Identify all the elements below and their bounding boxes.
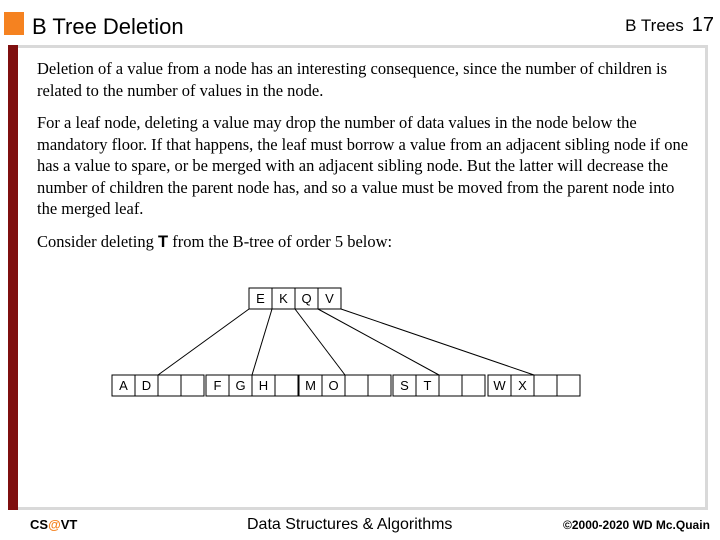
leaf-node	[299, 375, 391, 396]
tree-edge	[158, 309, 249, 375]
root-node	[249, 288, 341, 309]
node-cell	[345, 375, 368, 396]
node-cell	[439, 375, 462, 396]
node-key: G	[235, 378, 246, 393]
leaf-node	[112, 375, 204, 396]
tree-edges	[158, 309, 534, 375]
page-number: 17	[691, 14, 714, 36]
node-key: A	[119, 378, 128, 393]
node-key: M	[305, 378, 316, 393]
footer-org	[30, 517, 77, 532]
leaf-node	[393, 375, 485, 396]
leaf-node	[206, 375, 298, 396]
node-cell	[368, 375, 391, 396]
node-key: S	[400, 378, 409, 393]
node-cell	[534, 375, 557, 396]
node-cell	[462, 375, 485, 396]
node-cell	[158, 375, 181, 396]
footer-org-at: @	[48, 517, 61, 532]
node-key: E	[256, 291, 265, 306]
example-suffix: from the B-tree of order 5 below:	[168, 231, 393, 251]
node-cell	[275, 375, 298, 396]
paragraph-leaf-deletion: For a leaf node, deleting a value may drop the number of data values in the node below the mandatory floor. If that happens, the leaf must borrow a value from an adjacent sibling node if one has a value to spare, or be merged with an adjacent sibling node. But the latter will decrease the number of children the parent node has, and so a value must be moved from the parent node into the merged leaf.	[37, 113, 689, 218]
node-key: Q	[301, 291, 312, 306]
footer-course-title: Data Structures & Algorithms	[247, 516, 453, 533]
course-name: B Trees	[625, 16, 684, 35]
slide-title: B Tree Deletion	[32, 14, 184, 39]
tree-edge	[341, 309, 534, 375]
tree-nodes	[112, 288, 580, 396]
node-key: V	[325, 291, 334, 306]
node-key: F	[213, 378, 222, 393]
node-key: W	[493, 378, 506, 393]
tree-edge	[252, 309, 272, 375]
node-key: O	[328, 378, 339, 393]
tree-edge	[318, 309, 439, 375]
paragraph-intro: Deletion of a value from a node has an interesting consequence, since the number of children is related to the number of values in the node.	[37, 59, 667, 100]
tree-edge	[295, 309, 345, 375]
node-key: T	[423, 378, 432, 393]
node-cell	[557, 375, 580, 396]
example-prefix: Consider deleting	[37, 231, 158, 251]
node-key: X	[518, 378, 527, 393]
example-key: T	[157, 232, 169, 251]
footer-org-prefix: CS	[30, 517, 49, 532]
node-key: H	[258, 378, 269, 393]
footer-copyright: ©2000-2020 WD Mc.Quain	[563, 518, 710, 532]
node-key: D	[141, 378, 152, 393]
node-cell	[181, 375, 204, 396]
leaf-node	[488, 375, 580, 396]
node-key: K	[279, 291, 288, 306]
footer-org-suffix: VT	[60, 517, 78, 532]
